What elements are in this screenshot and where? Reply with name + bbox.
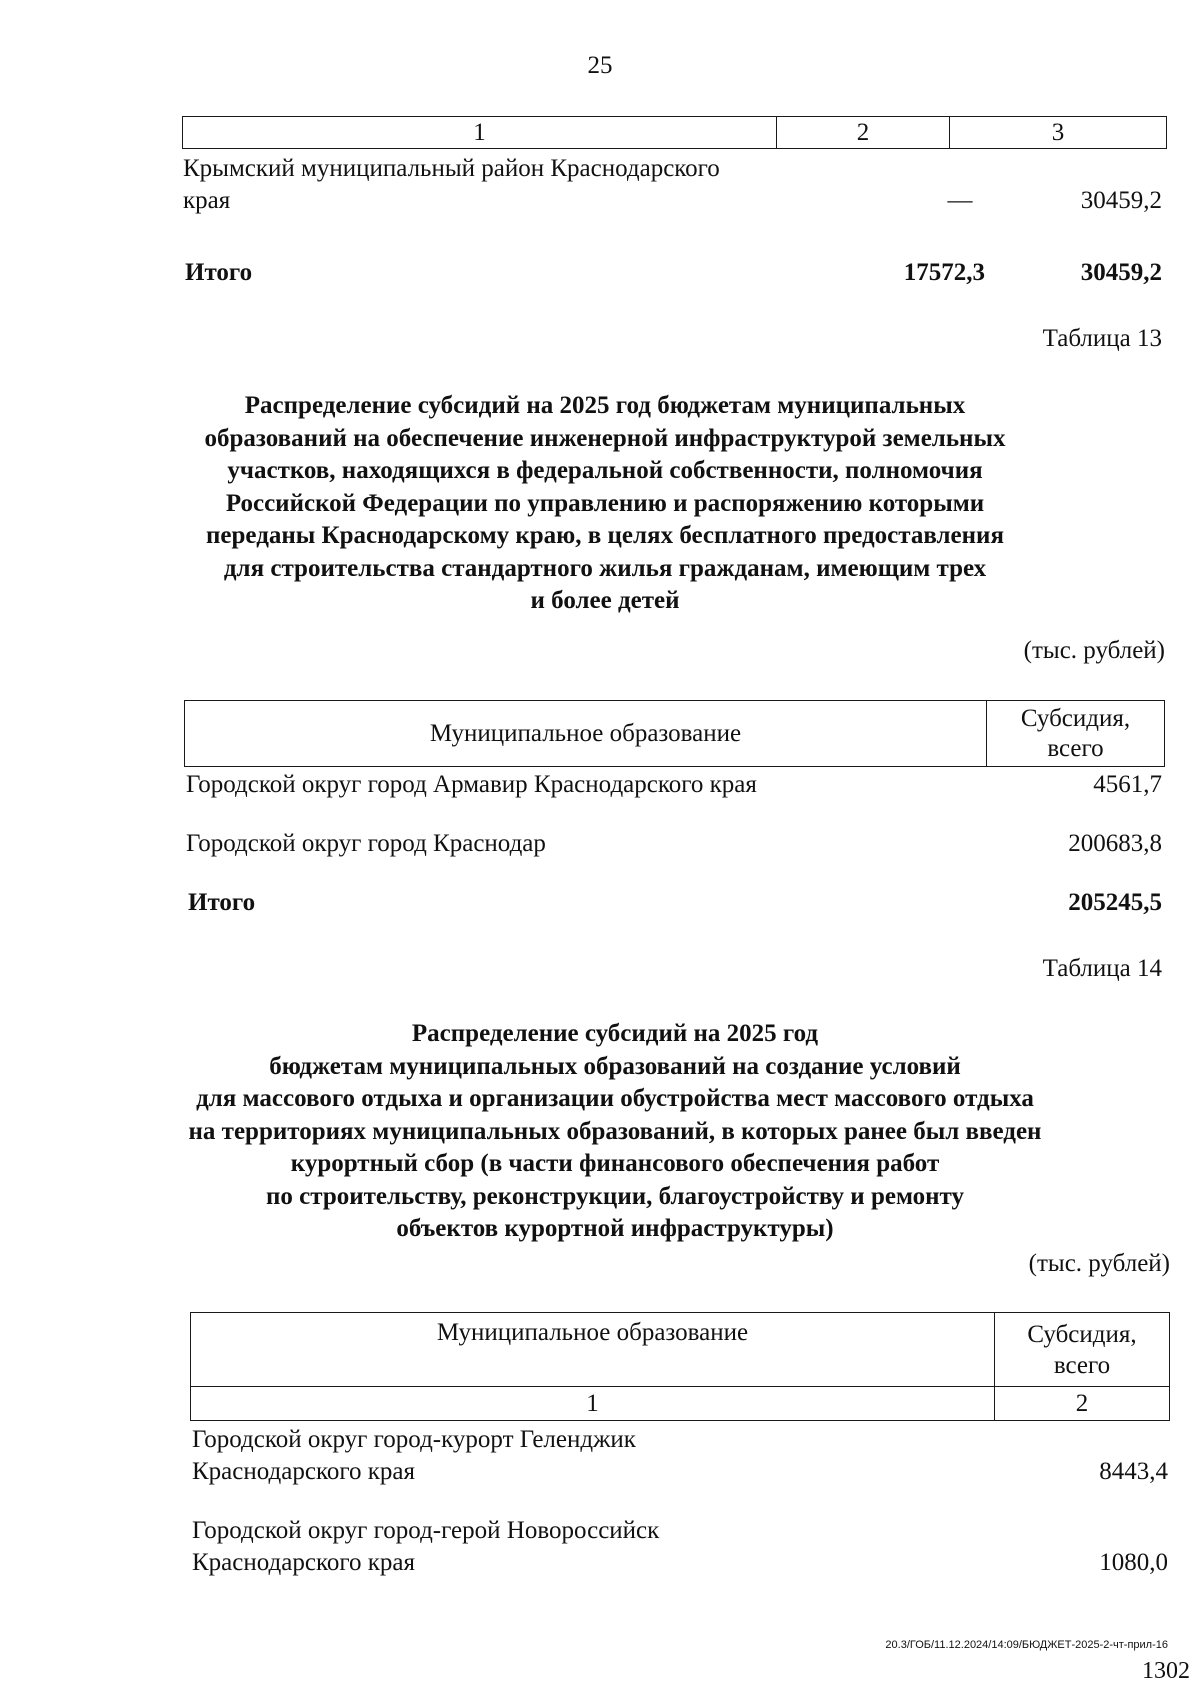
title-line: на территориях муниципальных образований, в которых ранее был введен	[188, 1117, 1042, 1145]
table-13-total-label: Итого	[188, 889, 256, 916]
column-number-1: 1	[183, 117, 777, 149]
title-line: Распределение субсидий на 2025 год бюджетам муниципальных	[244, 392, 966, 419]
table-12-total-label: Итого	[185, 259, 253, 286]
header-subsidy	[987, 701, 1165, 767]
table-14-row-1-name-line-2: Краснодарского края	[192, 1458, 415, 1485]
column-number-1: 1	[191, 1387, 995, 1421]
table-14-row-1-value: 8443,4	[1099, 1458, 1168, 1485]
title-line: участков, находящихся в федеральной собственности, полномочия	[227, 457, 983, 484]
table-12-row-name-line-1: Крымский муниципальный район Краснодарского	[183, 155, 720, 182]
table-13-header	[184, 700, 1165, 767]
header-subsidy	[995, 1313, 1170, 1387]
page-number: 25	[587, 52, 613, 79]
table-14-row-2-name-line-2: Краснодарского края	[192, 1549, 415, 1576]
document-code: 20.3/ГОБ/11.12.2024/14:09/БЮДЖЕТ-2025-2-чт-прил-16	[885, 1639, 1168, 1651]
table-12-total-col3: 30459,2	[1080, 259, 1162, 286]
title-line: образований на обеспечение инженерной инфраструктурой земельных	[204, 424, 1006, 452]
table-13-total-value: 205245,5	[1068, 889, 1162, 916]
title-line: Распределение субсидий на 2025 год	[411, 1020, 819, 1047]
header-subsidy-line-1: Субсидия,	[1027, 1320, 1137, 1348]
table-14-title	[150, 1018, 1080, 1246]
title-line: для массового отдыха и организации обустройства мест массового отдыха	[196, 1085, 1034, 1112]
table-13-row-2-name: Городской округ город Краснодар	[186, 830, 546, 857]
title-line: курортный сбор (в части финансового обеспечения работ	[290, 1150, 940, 1177]
table-13-caption: Таблица 13	[1042, 325, 1162, 352]
header-municipality: Муниципальное образование	[185, 701, 987, 767]
title-line: Российской Федерации по управлению и распоряжению которыми	[225, 489, 985, 517]
column-number-2: 2	[777, 117, 950, 149]
table-14-row-2-value: 1080,0	[1099, 1549, 1168, 1576]
table-12-total-col2: 17572,3	[903, 259, 985, 286]
table-14-row-1-name-line-1: Городской округ город-курорт Геленджик	[192, 1426, 636, 1453]
title-line: по строительству, реконструкции, благоустройству и ремонту	[265, 1182, 965, 1210]
table-13-units: (тыс. рублей)	[1023, 637, 1165, 664]
title-line: бюджетам муниципальных образований на создание условий	[269, 1052, 961, 1080]
table-14-caption: Таблица 14	[1042, 955, 1162, 982]
header-municipality: Муниципальное образование	[191, 1313, 995, 1387]
title-line: объектов курортной инфраструктуры)	[396, 1215, 834, 1242]
header-subsidy-line-2: всего	[1053, 1351, 1111, 1379]
title-line: для строительства стандартного жилья гражданам, имеющим трех	[223, 554, 987, 582]
header-subsidy-line-2: всего	[1047, 734, 1104, 762]
table-13-row-2-value: 200683,8	[1068, 830, 1162, 857]
column-number-2: 2	[995, 1387, 1170, 1421]
table-12-row-name-line-2: края	[183, 187, 231, 214]
table-14-header	[190, 1312, 1170, 1421]
table-12-column-numbers	[182, 116, 1167, 149]
table-13-title	[140, 390, 1070, 618]
table-12-row-dash: —	[947, 187, 973, 214]
table-14-row-2-name-line-1: Городской округ город-герой Новороссийск	[192, 1517, 660, 1544]
column-number-3: 3	[950, 117, 1167, 149]
title-line: переданы Краснодарскому краю, в целях бесплатного предоставления	[206, 522, 1004, 549]
sheet-number: 1302	[1142, 1658, 1190, 1684]
table-12-row-value: 30459,2	[1080, 187, 1162, 214]
table-13-row-1-value: 4561,7	[1093, 771, 1162, 798]
header-subsidy-line-1: Субсидия,	[1020, 704, 1131, 732]
table-13-row-1-name: Городской округ город Армавир Краснодарского края	[186, 771, 757, 798]
table-14-units: (тыс. рублей)	[1028, 1250, 1170, 1277]
title-line: и более детей	[530, 587, 680, 614]
